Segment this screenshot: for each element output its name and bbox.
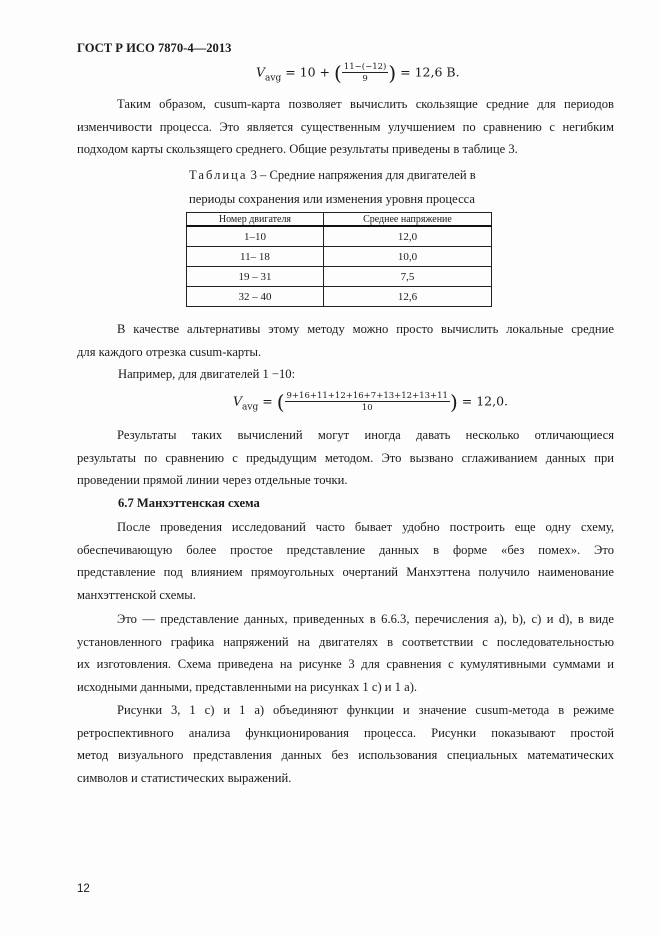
text-line: После проведения исследований часто бывает удобно построить еще одну схему, <box>117 520 614 534</box>
page-number: 12 <box>77 883 90 895</box>
text-line: результаты по сравнению с предыдущим методом. Это вызвано сглаживанием данных при <box>77 450 614 465</box>
table-row <box>187 267 492 287</box>
example-line: Например, для двигателей 1 −10: <box>118 367 296 381</box>
text-line: манхэттенской схемы. <box>77 587 196 602</box>
text-line: Результаты таких вычислений могут иногда давать несколько отличающиеся <box>117 428 614 442</box>
paragraph-local-averages <box>77 318 614 363</box>
text-line: изменчивости процесса. Это является существенным улучшением по сравнению с негибким <box>77 119 614 134</box>
equation-avg-2: $V_{avg}$ = ( $\frac{9+16+11+12+16+7+13+12+13+11}{10}$ ) = 12,0. <box>233 390 509 414</box>
eq1-numerator: 11−(−12) <box>343 62 387 72</box>
text-line: установленного графика напряжений на двигателях в соответствии с последовательностью <box>77 634 614 649</box>
cell-engine-range: 11– 18 <box>187 247 324 267</box>
table-caption <box>189 163 476 211</box>
cell-voltage: 10,0 <box>323 247 491 267</box>
eq2-denominator: 10 <box>361 403 373 413</box>
eq2-result: = 12,0. <box>461 393 509 409</box>
text-line: их изготовления. Схема приведена на рисунке 3 для сравнения с кумулятивными суммами и <box>77 657 614 672</box>
eq1-equals: = 10 + <box>285 64 331 80</box>
text-line: Рисунки 3, 1 c) и 1 a) объединяют функции и значение cusum-метода в режиме <box>117 703 614 717</box>
eq1-denominator: 9 <box>362 74 368 84</box>
table-caption-line2: периоды сохранения или изменения уровня процесса <box>189 192 475 206</box>
eq1-fraction <box>342 62 389 84</box>
cell-engine-range: 19 – 31 <box>187 267 324 287</box>
eq2-equals: = <box>262 393 273 409</box>
paragraph-cusum-moving-averages <box>77 93 614 161</box>
table-row <box>187 287 492 307</box>
cell-engine-range: 32 – 40 <box>187 287 324 307</box>
eq1-subscript: avg <box>265 73 282 84</box>
paragraph-figures-summary <box>77 699 614 789</box>
text-line: символов и статистических выражений. <box>77 770 292 785</box>
column-header-engine-number: Номер двигателя <box>187 213 324 227</box>
paragraph-manhattan-intro <box>77 516 614 606</box>
eq2-numerator: 9+16+11+12+16+7+13+12+13+11 <box>286 391 448 401</box>
eq1-variable: V <box>256 64 266 80</box>
average-voltage-table <box>186 212 492 307</box>
eq2-subscript: avg <box>242 402 259 413</box>
column-header-average-voltage: Среднее напряжение <box>323 213 491 227</box>
text-line: ретроспективного анализа функционирования процесса. Рисунки показывают простой <box>77 725 614 740</box>
text-line: Это — представление данных, приведенных в 6.6.3, перечисления a), b), c) и d), в виде <box>117 612 614 626</box>
text-line: метод визуального представления данных без использования специальных математических <box>77 748 614 763</box>
table-header-row <box>187 213 492 227</box>
eq2-fraction <box>285 391 450 413</box>
equation-avg-1: $V_{avg} = 10$ + ( $\frac{11-(-12)}{9}$ ) = 12,6 В. <box>256 61 460 85</box>
table-caption-label: Таблица <box>189 168 248 182</box>
paragraph-calculation-results <box>77 424 614 492</box>
table-row <box>187 226 492 247</box>
text-line: подходом карты скользящего среднего. Общие результаты приведены в таблице 3. <box>77 142 518 157</box>
text-line: проведении прямой линии через отдельные точки. <box>77 473 348 488</box>
paragraph-manhattan-description <box>77 608 614 698</box>
text-line: исходными данными, представленными на рисунках 1 c) и 1 a). <box>77 679 418 694</box>
cell-voltage: 7,5 <box>323 267 491 287</box>
text-line: обеспечивающую более простое представление данных в форме «без помех». Это <box>77 542 614 557</box>
text-line: представление под влиянием прямоугольных очертаний Манхэттена получило наименование <box>77 565 614 580</box>
cell-engine-range: 1–10 <box>187 226 324 247</box>
eq1-result: = 12,6 В. <box>400 64 460 80</box>
document-header: ГОСТ Р ИСО 7870-4—2013 <box>77 41 232 55</box>
eq2-variable: V <box>233 393 243 409</box>
table-row <box>187 247 492 267</box>
cell-voltage: 12,6 <box>323 287 491 307</box>
cell-voltage: 12,0 <box>323 226 491 247</box>
text-line: В качестве альтернативы этому методу можно просто вычислить локальные средние <box>117 322 614 336</box>
text-line: для каждого отрезка cusum-карты. <box>77 344 262 359</box>
table-caption-title: 3 – Средние напряжения для двигателей в <box>247 168 476 182</box>
section-heading: 6.7 Манхэттенская схема <box>118 496 260 510</box>
text-line: Таким образом, cusum-карта позволяет вычислить скользящие средние для периодов <box>117 97 614 111</box>
